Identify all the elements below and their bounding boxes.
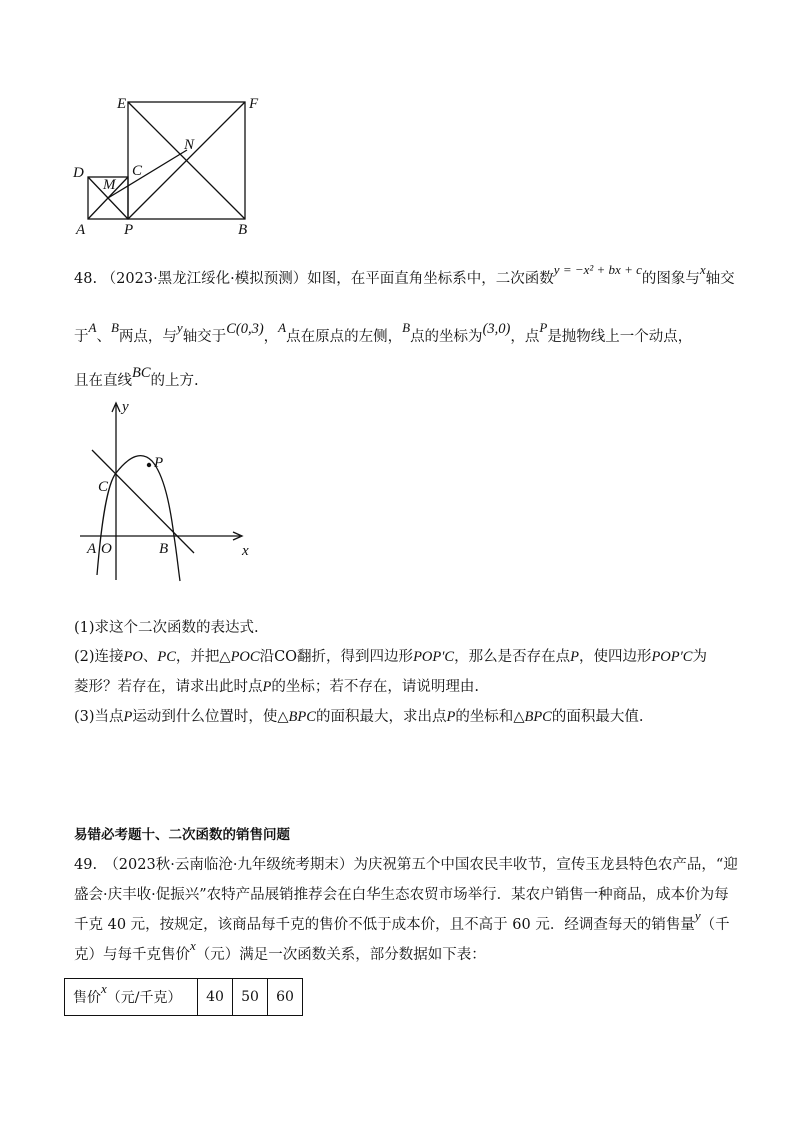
- point-P-dot: [147, 463, 151, 467]
- label-y: y: [122, 399, 129, 415]
- table-cell: 50: [233, 979, 268, 1016]
- parabola: [97, 456, 180, 581]
- point-B-coordinate: (3,0): [482, 321, 511, 337]
- question-3: (3)当点P运动到什么位置时，使△BPC的面积最大，求出点P的坐标和△BPC的面积最大值.: [74, 709, 644, 725]
- label-P: P: [124, 222, 134, 238]
- label-x: x: [242, 543, 249, 559]
- problem-49-line-2: 盛会·庆丰收·促振兴”农特产品展销推荐会在白华生态农贸市场举行．某农户销售一种商品，成本价为每: [74, 887, 729, 903]
- problem-49-line-1: 49. （2023秋·云南临沧·九年级统考期末）为庆祝第五个中国农民丰收节，宣传玉龙县特色农产品，“迎: [74, 857, 738, 873]
- problem-48-line-2: 于A、B两点，与y轴交于C(0,3)，A点在原点的左侧，B点的坐标为(3,0)，点P是抛物线上一个动点，: [74, 320, 693, 345]
- segment-MN: [108, 150, 187, 198]
- sales-table: [64, 978, 303, 1016]
- table-row: [65, 979, 303, 1016]
- label-N: N: [184, 137, 195, 153]
- label-B: B: [159, 541, 169, 557]
- label-C: C: [132, 163, 143, 179]
- table-header-price: 售价x（元/千克）: [65, 979, 198, 1016]
- quadratic-formula: y = −x² + bx + c: [553, 262, 642, 277]
- problem-48-line-1: 48. （2023·黑龙江绥化·模拟预测）如图，在平面直角坐标系中，二次函数y = −x² + bx + c的图象与x轴交: [74, 262, 735, 287]
- point-C-coordinate: C(0,3): [226, 321, 264, 337]
- table-cell: 60: [268, 979, 303, 1016]
- label-A: A: [87, 541, 97, 557]
- problem-49-line-4: 克）与每千克售价x（元）满足一次函数关系，部分数据如下表：: [74, 938, 486, 963]
- label-B: B: [238, 222, 248, 238]
- question-1: (1)求这个二次函数的表达式.: [74, 620, 259, 636]
- label-O: O: [101, 541, 112, 557]
- label-M: M: [103, 177, 116, 193]
- label-F: F: [249, 96, 259, 112]
- problem-48-line-3: 且在直线BC的上方.: [74, 365, 199, 389]
- label-P: P: [154, 455, 164, 471]
- parabola-figure: [80, 395, 260, 585]
- question-2-line-2: 菱形？若存在，请求出此时点P的坐标；若不存在，请说明理由.: [74, 679, 479, 695]
- label-E: E: [117, 96, 127, 112]
- geometry-figure-squares: [70, 90, 270, 240]
- table-cell: 40: [198, 979, 233, 1016]
- problem-49-line-3: 千克 40 元，按规定，该商品每千克的售价不低于成本价，且不高于 60 元．经调查每天的销售量y（千: [74, 908, 730, 933]
- label-C: C: [98, 479, 109, 495]
- section-heading: 易错必考题十、二次函数的销售问题: [74, 827, 290, 843]
- line-BC: [92, 450, 194, 553]
- question-2-line-1: (2)连接PO、PC，并把△POC沿CO翻折，得到四边形POP′C，那么是否存在点P，使四边形POP′C为: [74, 649, 707, 665]
- label-A: A: [76, 222, 86, 238]
- label-D: D: [73, 165, 84, 181]
